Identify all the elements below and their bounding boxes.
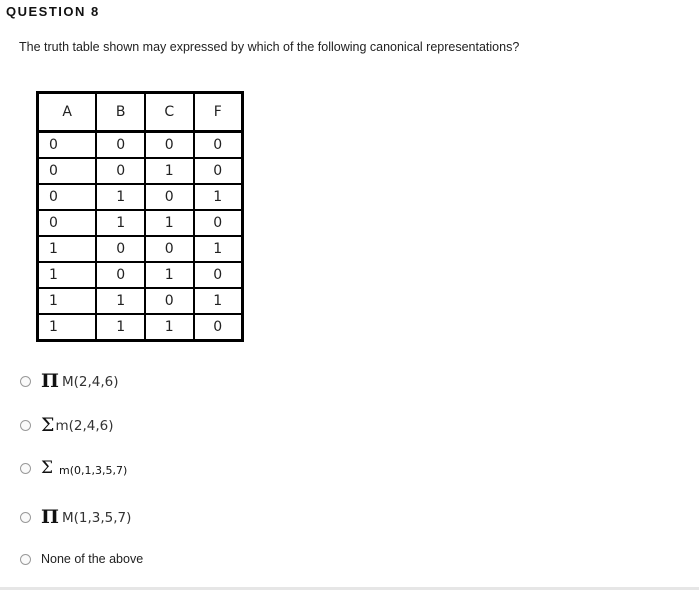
product-symbol: Π: [41, 506, 59, 528]
product-symbol: Π: [41, 370, 59, 392]
table-cell: 1: [145, 314, 194, 340]
option-label: M(2,4,6): [61, 373, 119, 390]
table-row: [38, 288, 242, 314]
radio-button[interactable]: [20, 463, 31, 474]
column-header-c: C: [145, 93, 194, 132]
table-cell: 0: [194, 262, 242, 288]
question-title: QUESTION 8: [6, 4, 100, 19]
table-cell: 0: [96, 132, 145, 158]
column-header-f: F: [194, 93, 242, 132]
radio-button[interactable]: [20, 376, 31, 387]
option-label: m(2,4,6): [55, 417, 114, 434]
table-cell: 0: [145, 184, 194, 210]
table-row: [38, 158, 242, 184]
table-cell: 0: [194, 158, 242, 184]
table-cell: 1: [194, 288, 242, 314]
table-cell: 0: [194, 314, 242, 340]
table-row: [38, 184, 242, 210]
table-cell: 1: [145, 158, 194, 184]
option-label: None of the above: [41, 552, 144, 566]
table-row: [38, 210, 242, 236]
table-cell: 0: [145, 236, 194, 262]
table-cell: 0: [38, 132, 96, 158]
column-header-b: B: [96, 93, 145, 132]
option-label: M(1,3,5,7): [61, 509, 132, 526]
radio-button[interactable]: [20, 512, 31, 523]
table-cell: 0: [145, 132, 194, 158]
question-text: The truth table shown may expressed by which of the following canonical representations?: [19, 40, 520, 54]
table-cell: 0: [38, 210, 96, 236]
table-cell: 0: [194, 210, 242, 236]
option-label: m(0,1,3,5,7): [59, 464, 128, 477]
table-row: [38, 132, 242, 158]
table-cell: 1: [96, 184, 145, 210]
table-row: [38, 236, 242, 262]
table-header-row: [38, 93, 242, 132]
sum-symbol: Σ: [41, 414, 55, 436]
table-cell: 0: [96, 236, 145, 262]
table-cell: 1: [38, 236, 96, 262]
table-cell: 1: [38, 314, 96, 340]
table-cell: 0: [96, 262, 145, 288]
table-cell: 0: [38, 158, 96, 184]
table-cell: 1: [38, 262, 96, 288]
table-cell: 1: [145, 262, 194, 288]
answer-option-2[interactable]: [20, 416, 113, 435]
table-cell: 1: [194, 236, 242, 262]
table-cell: 1: [145, 210, 194, 236]
table-cell: 1: [38, 288, 96, 314]
answer-option-4[interactable]: [20, 508, 131, 527]
table-cell: 1: [96, 314, 145, 340]
sum-symbol: Σ: [41, 458, 54, 478]
table-cell: 1: [194, 184, 242, 210]
radio-button[interactable]: [20, 420, 31, 431]
table-row: [38, 314, 242, 340]
table-cell: 0: [96, 158, 145, 184]
table-cell: 1: [96, 288, 145, 314]
truth-table: [36, 91, 244, 342]
table-cell: 0: [38, 184, 96, 210]
table-cell: 0: [145, 288, 194, 314]
table-cell: 1: [96, 210, 145, 236]
table-row: [38, 262, 242, 288]
answer-option-1[interactable]: [20, 372, 118, 391]
answer-option-3[interactable]: [20, 460, 127, 477]
answer-option-5[interactable]: [20, 552, 143, 566]
column-header-a: A: [38, 93, 96, 132]
radio-button[interactable]: [20, 554, 31, 565]
table-cell: 0: [194, 132, 242, 158]
